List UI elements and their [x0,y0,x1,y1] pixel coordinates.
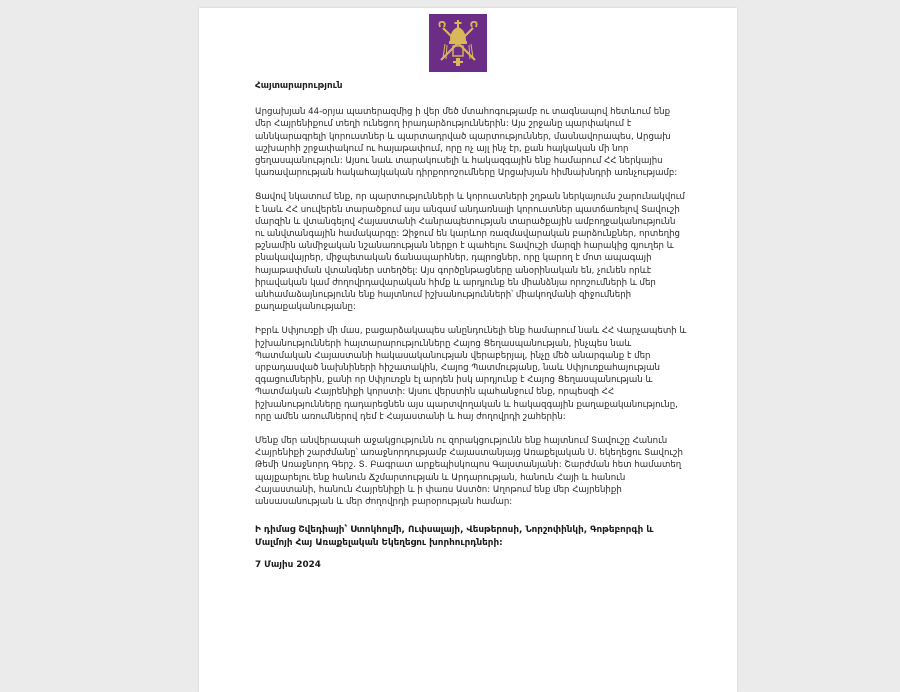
paragraph: Արցախյան 44-օրյա պատերազմից ի վեր մեծ մտահոգությամբ ու տագնապով հետևում ենք մեր Հայրենիքում տեղի ունեցող իրադարձություններին: Այս շրջանը պարփակում է աննկարագրելի կորուստներ և պարտադրված պարտություններ, մասնավորապես, Արցախ աշխարհի շրջափակում ու հայաթափում, որը ոչ այլ ինչ էր, քան հայկական մի նոր ցեղասպանություն: Այսու նաև տարակուսելի և հակազգային ենք համարում ՀՀ ներկայիս կառավարության հակահայկական դիրքորոշումները Արցախյան հիմնախնդրի առնչությամբ: [255,107,678,179]
paragraph: Մենք մեր անվերապահ աջակցությունն ու զորակցությունն ենք հայտնում Տավուշը Հանուն Հայրենիքի շարժմանը՝ առաջնորդությամբ Հայաստանյայց Առաքելական Ս. եկեղեցու Տավուշի Թեմի Առաջնորդ Գերշ. Տ. Բագրատ արքեպիսկոպոս Գալստանյանի: Շարժման հետ համատեղ պայքարելու ենք հանուն Ճշմարտության և Արդարության, հանուն Հայի և հանուն Հայաստանի, հանուն Հայրենիքի և ի փառս Աստծո: Աղոթում ենք մեր Հայրենիքի անսասանության և մեր ժողովրդի բարօրության համար: [255,436,683,508]
church-seal-icon [429,14,487,72]
signature-line: Ի դիմաց Շվեդիայի՝ Ստոկհոլմի, Ուփսալայի, Վեսթերոսի, Նորշոփինկի, Գոթեբորգի և Մալմոյի Հայ Առաքելական Եկեղեցու խորհուրդների: [255,525,654,548]
document-title: Հայտարարություն [255,81,343,91]
paragraph: Իբրև Սփյուռքի մի մաս, բացարձակապես անընդունելի ենք համարում նաև ՀՀ Վարչապետի և իշխանությունների հայտարարությունները Հայոց Ցեղասպանության, ինչպես նաև Պատմական Հայաստանի հակասականության վերաբերյալ, ինչը մեծ անարգանք է մեր սրբադասված նախնիների հիշատակին, Հայոց Պատմությանը, նաև Սփյուռքահայության զգացումներին, քանի որ Սփյուռքն էլ արդեն իսկ արդյունք է Հայոց Ցեղասպանության և Պատմական Հայրենիքի կորստի: Այսու վերստին պահանջում ենք, որպեսզի ՀՀ իշխանությունները դադարեցնեն այս պարտվողական և հակազգային քաղաքականությունը, որը ամեն առումներով դեմ է Հայաստանի և հայ ժողովրդի շահերին: [255,326,687,422]
document-page [199,8,737,692]
document-date: 7 Մայիս 2024 [255,560,321,571]
document-body [255,80,687,572]
paragraph: Ցավով նկատում ենք, որ պարտությունների և կորուստների շղթան ներկայումս շարունակվում է նաև ՀՀ սուվերեն տարածքում այս անգամ անդառնալի կորուստներ պատճառելով Տավուշի մարզին և վտանգելով Հայաստանի Հանրապետության տարածքային ամբողջականությունն ու անվտանգային համակարգը: Զիջում են կարևոր ռազմավարական բարձունքներ, որտեղից թշնամին անմիջական նշանառության ներքո է պահելու Տավուշի մարզի հարակից գյուղեր և բնակավայրեր, միջպետական ճանապարհներ, դպրոցներ, որը կարող է մոտ ապագայի հայաթափման վտանգներ ստեղծել: Այս գործընթացները անօրինական են, չունեն որևէ իրավական կամ ժողովրդավարական հիմք և արդյունք են միանձնյա որոշումների և մեր անհամաձայնությունն ենք հայտնում իշխանությունների՝ միակողմանի զիջումների քաղաքականությանը: [255,192,685,313]
